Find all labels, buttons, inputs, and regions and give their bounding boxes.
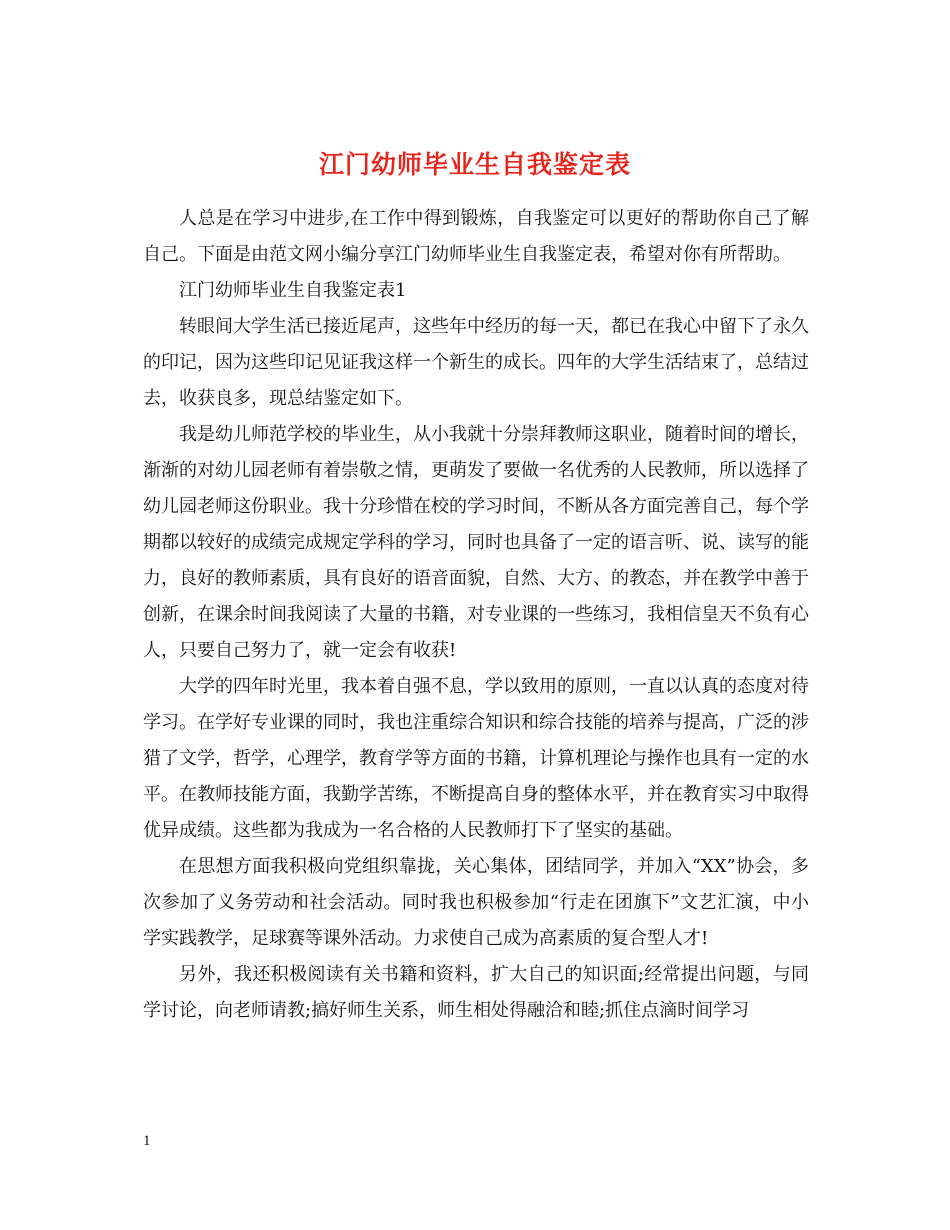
body-paragraph: 我是幼儿师范学校的毕业生，从小我就十分崇拜教师这职业，随着时间的增长，渐渐的对幼儿园老师有着崇敬之情，更萌发了要做一名优秀的人民教师，所以选择了幼儿园老师这份职业。我十分珍惜在校的学习时间，不断从各方面完善自己，每个学期都以较好的成绩完成规定学科的学习，同时也具备了一定的语言听、说、读写的能力，良好的教师素质，具有良好的语音面貌，自然、大方、的教态，并在教学中善于创新，在课余时间我阅读了大量的书籍，对专业课的一些练习，我相信皇天不负有心人，只要自己努力了，就一定会有收获! [143,424,809,661]
page-number: 1 [143,1133,151,1149]
section-heading: 江门幼师毕业生自我鉴定表1 [179,280,407,301]
intro-paragraph: 人总是在学习中进步,在工作中得到锻炼，自我鉴定可以更好的帮助你自己了解自己。下面是由范文网小编分享江门幼师毕业生自我鉴定表，希望对你有所帮助。 [143,208,809,265]
document-title: 江门幼师毕业生自我鉴定表 [318,149,631,179]
body-paragraph: 另外，我还积极阅读有关书籍和资料，扩大自己的知识面;经常提出问题，与同学讨论，向老师请教;搞好师生关系，师生相处得融洽和睦;抓住点滴时间学习 [143,964,809,1021]
body-paragraph: 在思想方面我积极向党组织靠拢，关心集体，团结同学，并加入“XX”协会，多次参加了义务劳动和社会活动。同时我也积极参加“行走在团旗下”文艺汇演，中小学实践教学，足球赛等课外活动。力求使自己成为高素质的复合型人才! [143,856,809,949]
body-paragraph: 转眼间大学生活已接近尾声，这些年中经历的每一天，都已在我心中留下了永久的印记，因为这些印记见证我这样一个新生的成长。四年的大学生活结束了，总结过去，收获良多，现总结鉴定如下。 [143,316,809,409]
body-paragraph: 大学的四年时光里，我本着自强不息，学以致用的原则，一直以认真的态度对待学习。在学好专业课的同时，我也注重综合知识和综合技能的培养与提高，广泛的涉猎了文学，哲学，心理学，教育学等方面的书籍，计算机理论与操作也具有一定的水平。在教师技能方面，我勤学苦练，不断提高自身的整体水平，并在教育实习中取得优异成绩。这些都为我成为一名合格的人民教师打下了坚实的基础。 [143,676,809,841]
document-body [143,201,809,1029]
